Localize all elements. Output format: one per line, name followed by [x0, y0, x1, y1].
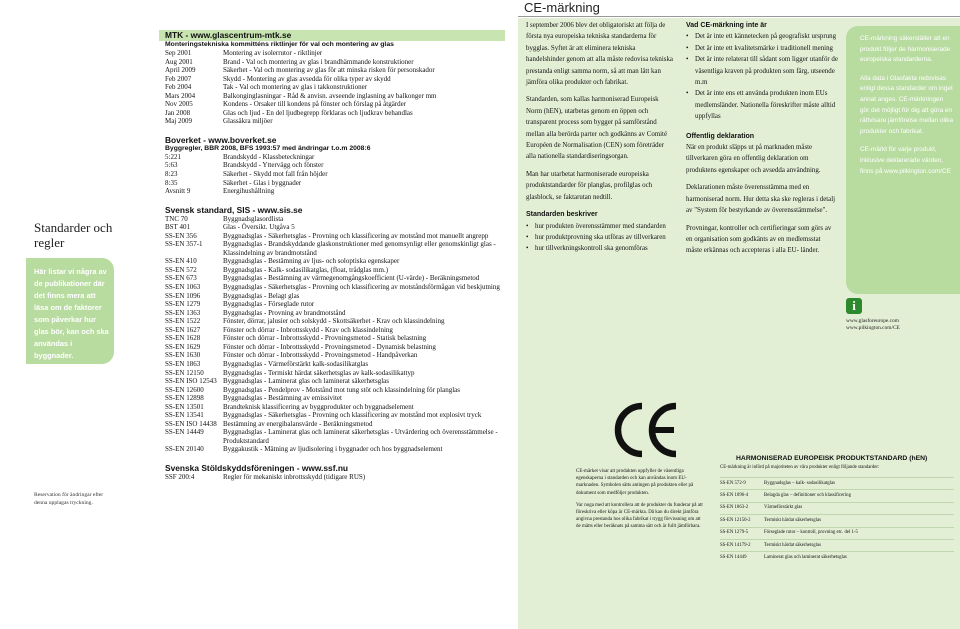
ce-title: CE-märkning: [524, 0, 600, 15]
standard-description: Glassäkra miljöer: [223, 117, 273, 126]
standard-code: SS-EN 1863-2: [720, 505, 749, 511]
standard-code: SS-EN 1629: [165, 342, 201, 351]
standard-row: [165, 326, 505, 335]
standard-description: Byggnadsglas – kalk- sodasilikatglas: [764, 480, 836, 486]
standard-code: 8:35: [165, 178, 178, 187]
info-links: [846, 318, 900, 333]
standard-description: Glas - Översikt. Utgåva 5: [223, 223, 295, 232]
standard-row: [165, 343, 505, 352]
mtk-subtitle: Monteringstekniska kommitténs riktlinjer för val och montering av glas: [165, 41, 394, 48]
standard-code: Aug 2001: [165, 57, 193, 66]
harmonized-list: [720, 477, 954, 564]
standard-code: SS-EN 1096: [165, 291, 201, 300]
standard-row: [165, 428, 505, 445]
standard-code: SS-EN 673: [165, 274, 197, 283]
standard-code: SS-EN 1363: [165, 308, 201, 317]
sis-list: [165, 215, 505, 454]
standard-code: SS-EN ISO 12543: [165, 377, 217, 386]
bullet-item: • hur tillverkningskontroll ska genomföras: [526, 243, 674, 254]
standard-code: SS-EN 1279: [165, 300, 201, 309]
bullet-item: • hur produktprovning ska utföras av tillverkaren: [526, 232, 674, 243]
ce-paragraph-3: Man har utarbetat harmoniserade europeiska produktstandarder för planglas, profilglas och glasblock, se faktarutan nedtill.: [526, 170, 653, 201]
standard-row: [165, 75, 505, 84]
ssf-list: [165, 473, 505, 482]
boverket-list: [165, 153, 505, 196]
standard-description: Balkonginglasningar - Råd & anvisn. avseende inglasning av balkonger mm: [223, 91, 437, 100]
standard-description: Termiskt härdat säkerhetsglas: [764, 542, 821, 548]
standard-description: Skydd - Montering av glas avsedda för olika typer av skydd: [223, 74, 391, 83]
standard-description: Byggnadsglas - Bestämning av ljus- och soloptiska egenskaper: [223, 257, 400, 266]
info-box-paragraph-2: Alla data i Glasfakta redovisas enligt dessa standarder om inget annat anges. CE-märkningen gör det möjligt för dig att göra en rättvisare jämförelse mellan olika produkter och fabrikat.: [860, 74, 954, 135]
standard-code: SS-EN 357-1: [165, 240, 203, 249]
standard-code: Nov 2005: [165, 100, 193, 109]
standard-row: [165, 274, 505, 283]
declaration-paragraph-3: Provningar, kontroller och certifieringar som görs av en organisation som godkänts av en medlemsstat måste erkännas och accepteras i alla EU- länder.: [686, 224, 832, 255]
standard-row: [165, 215, 505, 224]
standard-description: Byggnadsglas - Provning av brandmotstånd: [223, 308, 346, 317]
standard-code: SS-EN 12600: [165, 385, 204, 394]
standard-description: Byggnadsglas - Bestämning av emissivitet: [223, 394, 342, 403]
info-box-paragraph-1: CE-märkning säkerställer att en produkt följer de harmoniserade europeiska standarderna.: [860, 35, 951, 64]
standard-row: [165, 334, 505, 343]
standard-row: [165, 394, 505, 403]
ce-mark-note-2: Var noga med att kontrollera att de produkter du funderar på att föreskriva eller köpa är CE-märkta. Då kan du direkt jämföra angivna prestanda hos olika fabrikat i trygg förvissning om att de mätts eller beräknats på samma sätt och är fullt jämförbara.: [576, 502, 703, 530]
standard-row: [165, 257, 505, 266]
standard-description: Fönster och dörrar - Inbrottsskydd - Krav och klassindelning: [223, 325, 393, 334]
standard-code: SS-EN 1522: [165, 317, 201, 326]
declaration-paragraph-1: När en produkt släpps ut på marknaden måste tillverkaren göra en offentlig deklaration om produktens egenskaper och avsedda användning.: [686, 144, 821, 174]
standard-description: Brandskydd - Yttervägg och fönster: [223, 161, 324, 170]
ssf-title: Svenska Stöldskyddsföreningen - www.ssf.nu: [165, 462, 349, 473]
intro-box: Här listar vi några av de publikationer där det finns mera att läsa om de faktorer som påverkar hur glas bör, kan och ska användas i byggnader.: [26, 258, 114, 364]
standard-row: [165, 179, 505, 188]
standard-code: Feb 2007: [165, 74, 192, 83]
standard-code: SS-EN 1063: [165, 283, 201, 292]
standard-description: Säkerhet - Glas i byggnader: [223, 178, 302, 187]
standard-description: Brand - Val och montering av glas i brandhämmande konstruktioner: [223, 57, 414, 66]
standard-description: Byggnadsglas - Säkerhetsglas - Provning och klassificering av motstånd mot manuellt angrepp: [223, 231, 489, 240]
public-declaration-heading: Offentlig deklaration: [686, 132, 755, 140]
standard-code: SS-EN 1096-4: [720, 492, 749, 498]
harmonized-intro: CE-märkning är införd på majoriteten av våra produkter enligt följande standarder:: [720, 465, 880, 470]
ce-paragraph-1: I september 2006 blev det obligatoriskt att följa de första nya europeiska tekniska standarderna för bygglas. Syftet är att eliminera tekniska handelshinder genom att alla måste redovisa tekniska prestanda enligt samma norm, så att man lätt kan jämföra olika produkter och fabrikat.: [526, 22, 673, 87]
standard-row: [720, 489, 954, 501]
standard-description: Bestämning av energibalansvärde - Beräkningsmetod: [223, 419, 373, 428]
standard-row: [165, 58, 505, 67]
mtk-title: MTK - www.glascentrum-mtk.se: [159, 30, 505, 41]
standard-row: [720, 539, 954, 551]
standard-code: SSF 200:4: [165, 472, 195, 481]
standard-code: SS-EN 1279-5: [720, 530, 749, 536]
bullet-item: • Det är inte ett kännetecken på geografiskt ursprung: [686, 31, 838, 42]
bullet-item: • hur produkten överensstämmer med standarden: [526, 221, 674, 232]
standard-description: Termiskt härdat säkerhetsglas: [764, 517, 821, 523]
standard-description: Byggnadsglas - Belagt glas: [223, 291, 300, 300]
boverket-subtitle: Byggregler, BBR 2008, BFS 1993:57 med ändringar t.o.m 2008:6: [165, 144, 371, 152]
standard-code: 5:221: [165, 152, 181, 161]
mtk-list: [165, 49, 505, 126]
standard-row: [165, 377, 505, 386]
ce-mark-note-1: CE-märket visar att produkten uppfyller de väsentliga egenskaperna i standarden och kan användas inom EU-marknaden. Symbolen sätts antingen på produkten eller på dokument som medföljer produkten.: [576, 469, 694, 496]
ce-column-1: [526, 20, 674, 255]
standard-description: Regler för mekaniskt inbrottsskydd (tidigare RUS): [223, 472, 366, 481]
ce-not-heading: Vad CE-märkning inte är: [686, 22, 767, 29]
standard-description: Tak - Val och montering av glas i takkonstruktioner: [223, 83, 368, 92]
standard-code: Avsnitt 9: [165, 187, 191, 196]
standard-description: Brandskydd - Klassbeteckningar: [223, 152, 315, 161]
standard-row: [165, 92, 505, 101]
standard-row: [165, 232, 505, 241]
standard-row: [165, 317, 505, 326]
standard-description: Montering av isolerrutor - riktlinjer: [223, 49, 323, 57]
standard-description: Belagda glas – definitioner och klassificering: [764, 492, 851, 498]
standard-row: [165, 66, 505, 75]
standard-description: Förseglade rutor – kontroll, provning etc. del 1-5: [764, 530, 858, 536]
sidebar-title: Standarder och regler: [34, 220, 113, 250]
standard-description: Fönster och dörrar - Inbrottsskydd - Provningsmetod - Statisk belastning: [223, 334, 427, 343]
standard-description: Byggnadsglas - Pendelprov - Motstånd mot tung stöt och klassindelning för planglas: [223, 385, 461, 394]
standard-description: Värmeförstärkt glas: [764, 505, 803, 511]
standard-row: [165, 309, 505, 318]
standard-description: Fönster, dörrar, jalusier och solskydd - Skottsäkerhet - Krav och klassindelning: [223, 317, 445, 326]
standard-description: Fönster och dörrar - Inbrottsskydd - Provningsmetod - Handpåverkan: [223, 351, 418, 360]
standard-row: [165, 187, 505, 196]
standard-row: [165, 240, 505, 257]
standard-row: [165, 300, 505, 309]
standard-code: 5:63: [165, 161, 178, 170]
standard-description: Byggakustik - Mätning av ljudisolering i byggnader och hos byggnadselement: [223, 445, 443, 454]
standard-code: SS-EN 14449: [720, 554, 747, 560]
standard-description: Glas och ljud - En del ljudbegrepp förklaras och ljudkrav behandlas: [223, 108, 413, 117]
standard-code: SS-EN 12898: [165, 394, 204, 403]
standard-row: [165, 100, 505, 109]
standard-description: Laminerat glas och laminerat säkerhetsglas: [764, 554, 847, 560]
standard-row: [165, 360, 505, 369]
standard-code: SS-EN 1630: [165, 351, 201, 360]
standard-row: [165, 223, 505, 232]
standard-code: 8:23: [165, 170, 178, 179]
standard-code: Jan 2008: [165, 108, 191, 117]
standard-description: Fönster och dörrar - Inbrottsskydd - Provningsmetod - Dynamisk belastning: [223, 342, 436, 351]
standard-description: Byggnadsglas - Säkerhetsglas - Provning och klassificering av motstånd mot explosivt tryck: [223, 411, 482, 420]
standard-description: Byggnadsglas - Värmeförstärkt kalk-sodasilikatglas: [223, 359, 369, 368]
standard-description: Byggnadsglas - Termiskt härdat säkerhetsglas av kalk-sodasilikattyp: [223, 368, 415, 377]
standard-description: Byggnadsglas - Brandskyddande glaskonstruktioner med genomsynligt eller genomskinligt glas - Klassindelning av brandmotstånd: [223, 240, 496, 257]
reservation-note: Reservation för ändringar efter denna upplagas tryckning.: [34, 492, 104, 506]
harmonized-standards: [720, 454, 954, 564]
standard-row: [165, 386, 505, 395]
standard-code: SS-EN 20140: [165, 445, 204, 454]
standard-code: SS-EN 356: [165, 231, 197, 240]
ce-describes-heading: Standarden beskriver: [526, 211, 598, 219]
standard-description: Energihushållning: [223, 187, 275, 196]
standard-row: [165, 411, 505, 420]
harmonized-title: HARMONISERAD EUROPEISK PRODUKTSTANDARD (hEN): [736, 455, 928, 462]
ce-divider: [518, 16, 960, 17]
ce-mark-logo: [608, 398, 688, 462]
standard-code: April 2009: [165, 66, 196, 75]
standard-description: Byggnadsglas - Laminerat glas och laminerat säkerhetsglas - Utvärdering och överensstämmelse - Produktstandard: [223, 428, 498, 445]
standard-row: [165, 473, 505, 482]
standard-code: SS-EN 1627: [165, 325, 201, 334]
standard-description: Byggnadsglas - Bestämning av värmegenomgångskoefficient (U-värde) - Beräkningsmetod: [223, 274, 480, 283]
standards-column: [165, 30, 505, 482]
standard-row: [165, 83, 505, 92]
standard-row: [165, 403, 505, 412]
standard-code: SS-EN 572-9: [720, 480, 746, 486]
bullet-item: • Det är inte ens ett använda produkten inom EUs medlemsländer. Nationella föreskrifter måste alltid uppfyllas: [686, 88, 838, 122]
standard-code: SS-EN 1628: [165, 334, 201, 343]
standard-code: BST 401: [165, 223, 190, 232]
standard-row: [165, 266, 505, 275]
sis-title: Svensk standard, SIS - www.sis.se: [165, 204, 303, 215]
standard-code: SS-EN 1863: [165, 359, 201, 368]
info-icon: i: [846, 298, 862, 314]
ce-column-2: [686, 20, 838, 263]
boverket-title: Boverket - www.boverket.se: [165, 134, 277, 145]
left-sidebar: [0, 0, 118, 629]
standard-code: SS-EN ISO 14438: [165, 419, 217, 428]
declaration-paragraph-2: Deklarationen måste överensstämma med en harmoniserad norm. Hur detta ska ske regleras i detalj av "System för bestyrkande av överensstämmelse".: [686, 184, 836, 215]
ce-mark-notes: [576, 468, 706, 536]
bullet-item: • Det är inte ett kvalitetsmärke i traditionell mening: [686, 43, 838, 54]
standard-row: [165, 109, 505, 118]
standard-description: Säkerhet - Skydd mot fall från höjder: [223, 170, 328, 179]
standard-row: [165, 170, 505, 179]
standard-row: [165, 351, 505, 360]
bullet-item: • Det är inte relaterat till sådant som ligger utanför de väsentliga kraven på produkten som färg, utseende m.m: [686, 54, 838, 88]
standard-description: Kondens - Orsaker till kondens på fönster och förslag på åtgärder: [223, 100, 407, 109]
standard-code: SS-EN 13501: [165, 402, 204, 411]
standard-row: [720, 551, 954, 563]
standard-row: [165, 153, 505, 162]
standard-row: [165, 117, 505, 126]
standard-description: Byggnadsglas - Kalk- sodasilikatglas, (float, trådglas mm.): [223, 265, 389, 274]
standard-code: SS-EN 14449: [165, 428, 204, 437]
ce-not-list: [686, 31, 838, 122]
standard-row: [720, 527, 954, 539]
url-glasforeurope[interactable]: www.glasforeurope.com: [846, 318, 899, 324]
standard-row: [165, 420, 505, 429]
standard-code: Sep 2001: [165, 49, 192, 57]
standard-code: Maj 2009: [165, 117, 193, 126]
standard-description: Säkerhet - Val och montering av glas för att minska risken för personskador: [223, 66, 435, 75]
ce-paragraph-2: Standarden, som kallas harmoniserad Europeisk Norm (hEN), utarbetas genom en öppen och transparent process som bygger på samförstånd mellan alla berörda parter och godkänns av Comité Européen de Normalisation (CEN) som företräder alla nationella standardiseringsorgan.: [526, 96, 668, 161]
standard-row: [720, 477, 954, 489]
standard-row: [165, 445, 505, 454]
standard-code: SS-EN 12150: [165, 368, 204, 377]
standard-description: Byggnadsglasordlista: [223, 214, 284, 223]
standard-code: SS-EN 12150-2: [720, 517, 751, 523]
standard-row: [720, 502, 954, 514]
standard-row: [165, 161, 505, 170]
ce-describes-list: [526, 221, 674, 255]
standard-description: Brandteknisk klassificering av byggprodukter och byggnadselement: [223, 402, 414, 411]
info-box-paragraph-3: CE-märkt för varje produkt, inklusive deklarerade värden, finns på www.pilkington.com/CE: [860, 146, 951, 175]
standard-description: Byggnadsglas - Förseglade rutor: [223, 300, 315, 309]
standard-row: [165, 283, 505, 292]
standard-row: [165, 292, 505, 301]
standard-description: Byggnadsglas - Laminerat glas och laminerat säkerhetsglas: [223, 377, 390, 386]
standard-code: SS-EN 572: [165, 265, 197, 274]
standard-row: [165, 369, 505, 378]
standard-description: Byggnadsglas - Säkerhetsglas - Provning och klassificering av motståndsförmågan vid beskjutning: [223, 283, 500, 292]
standard-code: SS-EN 13541: [165, 411, 204, 420]
standard-row: [165, 49, 505, 58]
ce-info-box: [846, 26, 960, 294]
standard-code: Mars 2004: [165, 91, 196, 100]
standard-code: Feb 2004: [165, 83, 192, 92]
standard-code: SS-EN 410: [165, 257, 197, 266]
url-pilkington[interactable]: www.pilkington.com/CE: [846, 325, 900, 332]
standard-row: [720, 514, 954, 526]
standard-code: TNC 70: [165, 214, 188, 223]
standard-code: SS-EN 14179-2: [720, 542, 751, 548]
